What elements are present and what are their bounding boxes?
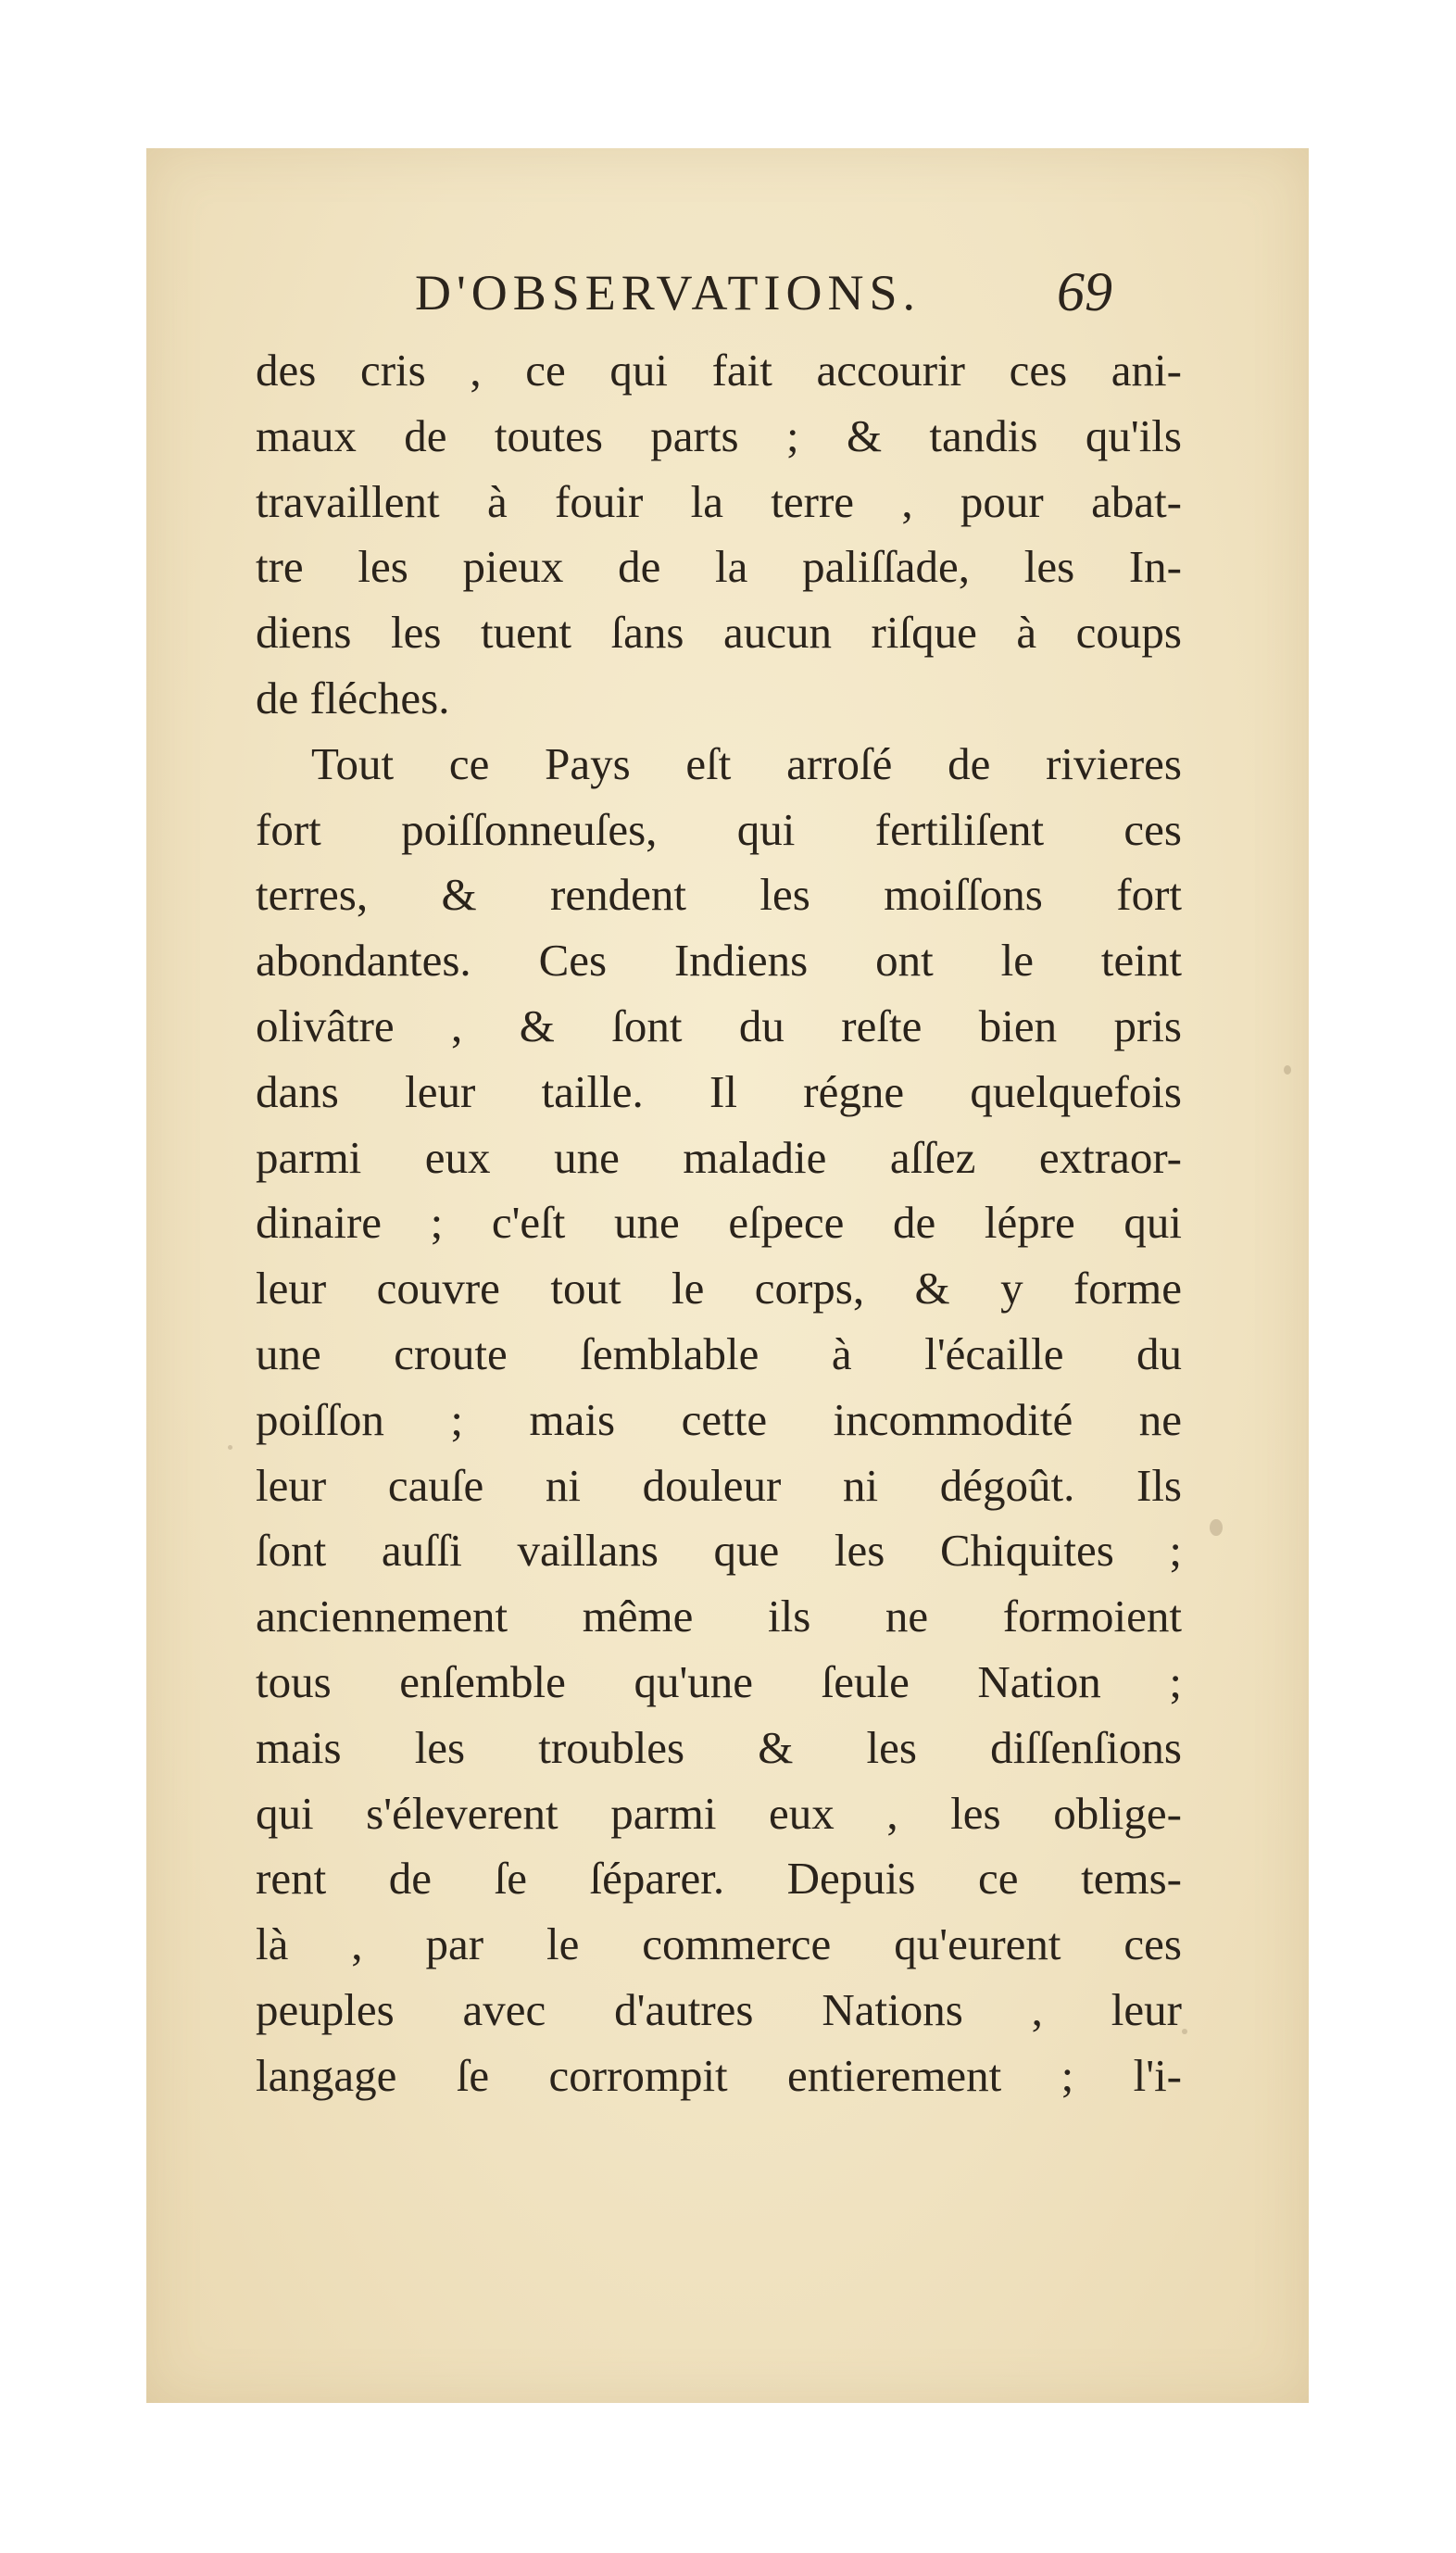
text-line: mais les troubles & les diſſenſions: [256, 1721, 1182, 1773]
text-line: langage ſe corrompit entierement ; l'i-: [256, 2049, 1182, 2101]
book-page: [146, 148, 1309, 2403]
text-line: diens les tuent ſans aucun riſque à coups: [256, 607, 1182, 659]
text-line: fort poiſſonneuſes, qui fertiliſent ces: [256, 803, 1182, 855]
text-line: leur cauſe ni douleur ni dégoût. Ils: [256, 1459, 1182, 1511]
text-line: là , par le commerce qu'eurent ces: [256, 1918, 1182, 1970]
text-line: dinaire ; c'eſt une eſpece de lépre qui: [256, 1197, 1182, 1249]
text-line: maux de toutes parts ; & tandis qu'ils: [256, 409, 1182, 461]
text-line: anciennement même ils ne formoient: [256, 1591, 1182, 1642]
text-line: Tout ce Pays eſt arroſé de rivieres: [311, 737, 1182, 789]
text-line: tre les pieux de la paliſſade, les In-: [256, 541, 1182, 593]
text-line: tous enſemble qu'une ſeule Nation ;: [256, 1655, 1182, 1707]
page-number: 69: [1057, 261, 1112, 322]
text-line: peuples avec d'autres Nations , leur: [256, 1983, 1182, 2035]
paper-spot: [1284, 1065, 1291, 1075]
running-head: D'OBSERVATIONS.: [415, 265, 921, 321]
page-header: [146, 261, 1309, 329]
text-line: une croute ſemblable à l'écaille du: [256, 1327, 1182, 1379]
text-line: parmi eux une maladie aſſez extraor-: [256, 1131, 1182, 1183]
text-line: poiſſon ; mais cette incommodité ne: [256, 1393, 1182, 1445]
text-line: rent de ſe ſéparer. Depuis ce tems-: [256, 1853, 1182, 1905]
text-line: de fléches.: [256, 672, 450, 723]
body-text: [256, 338, 1182, 2109]
text-line: dans leur taille. Il régne quelquefois: [256, 1065, 1182, 1117]
text-line: abondantes. Ces Indiens ont le teint: [256, 935, 1182, 987]
paper-spot: [1210, 1519, 1223, 1536]
text-line: qui s'éleverent parmi eux , les oblige-: [256, 1787, 1182, 1839]
paper-spot: [1182, 2029, 1187, 2034]
text-line: terres, & rendent les moiſſons fort: [256, 869, 1182, 921]
paper-spot: [228, 1445, 232, 1450]
text-line: des cris , ce qui fait accourir ces ani-: [256, 345, 1182, 396]
text-line: ſont auſſi vaillans que les Chiquites ;: [256, 1525, 1182, 1577]
text-line: olivâtre , & ſont du reſte bien pris: [256, 1000, 1182, 1051]
text-line: travaillent à fouir la terre , pour abat-: [256, 475, 1182, 527]
text-line: leur couvre tout le corps, & y forme: [256, 1263, 1182, 1314]
